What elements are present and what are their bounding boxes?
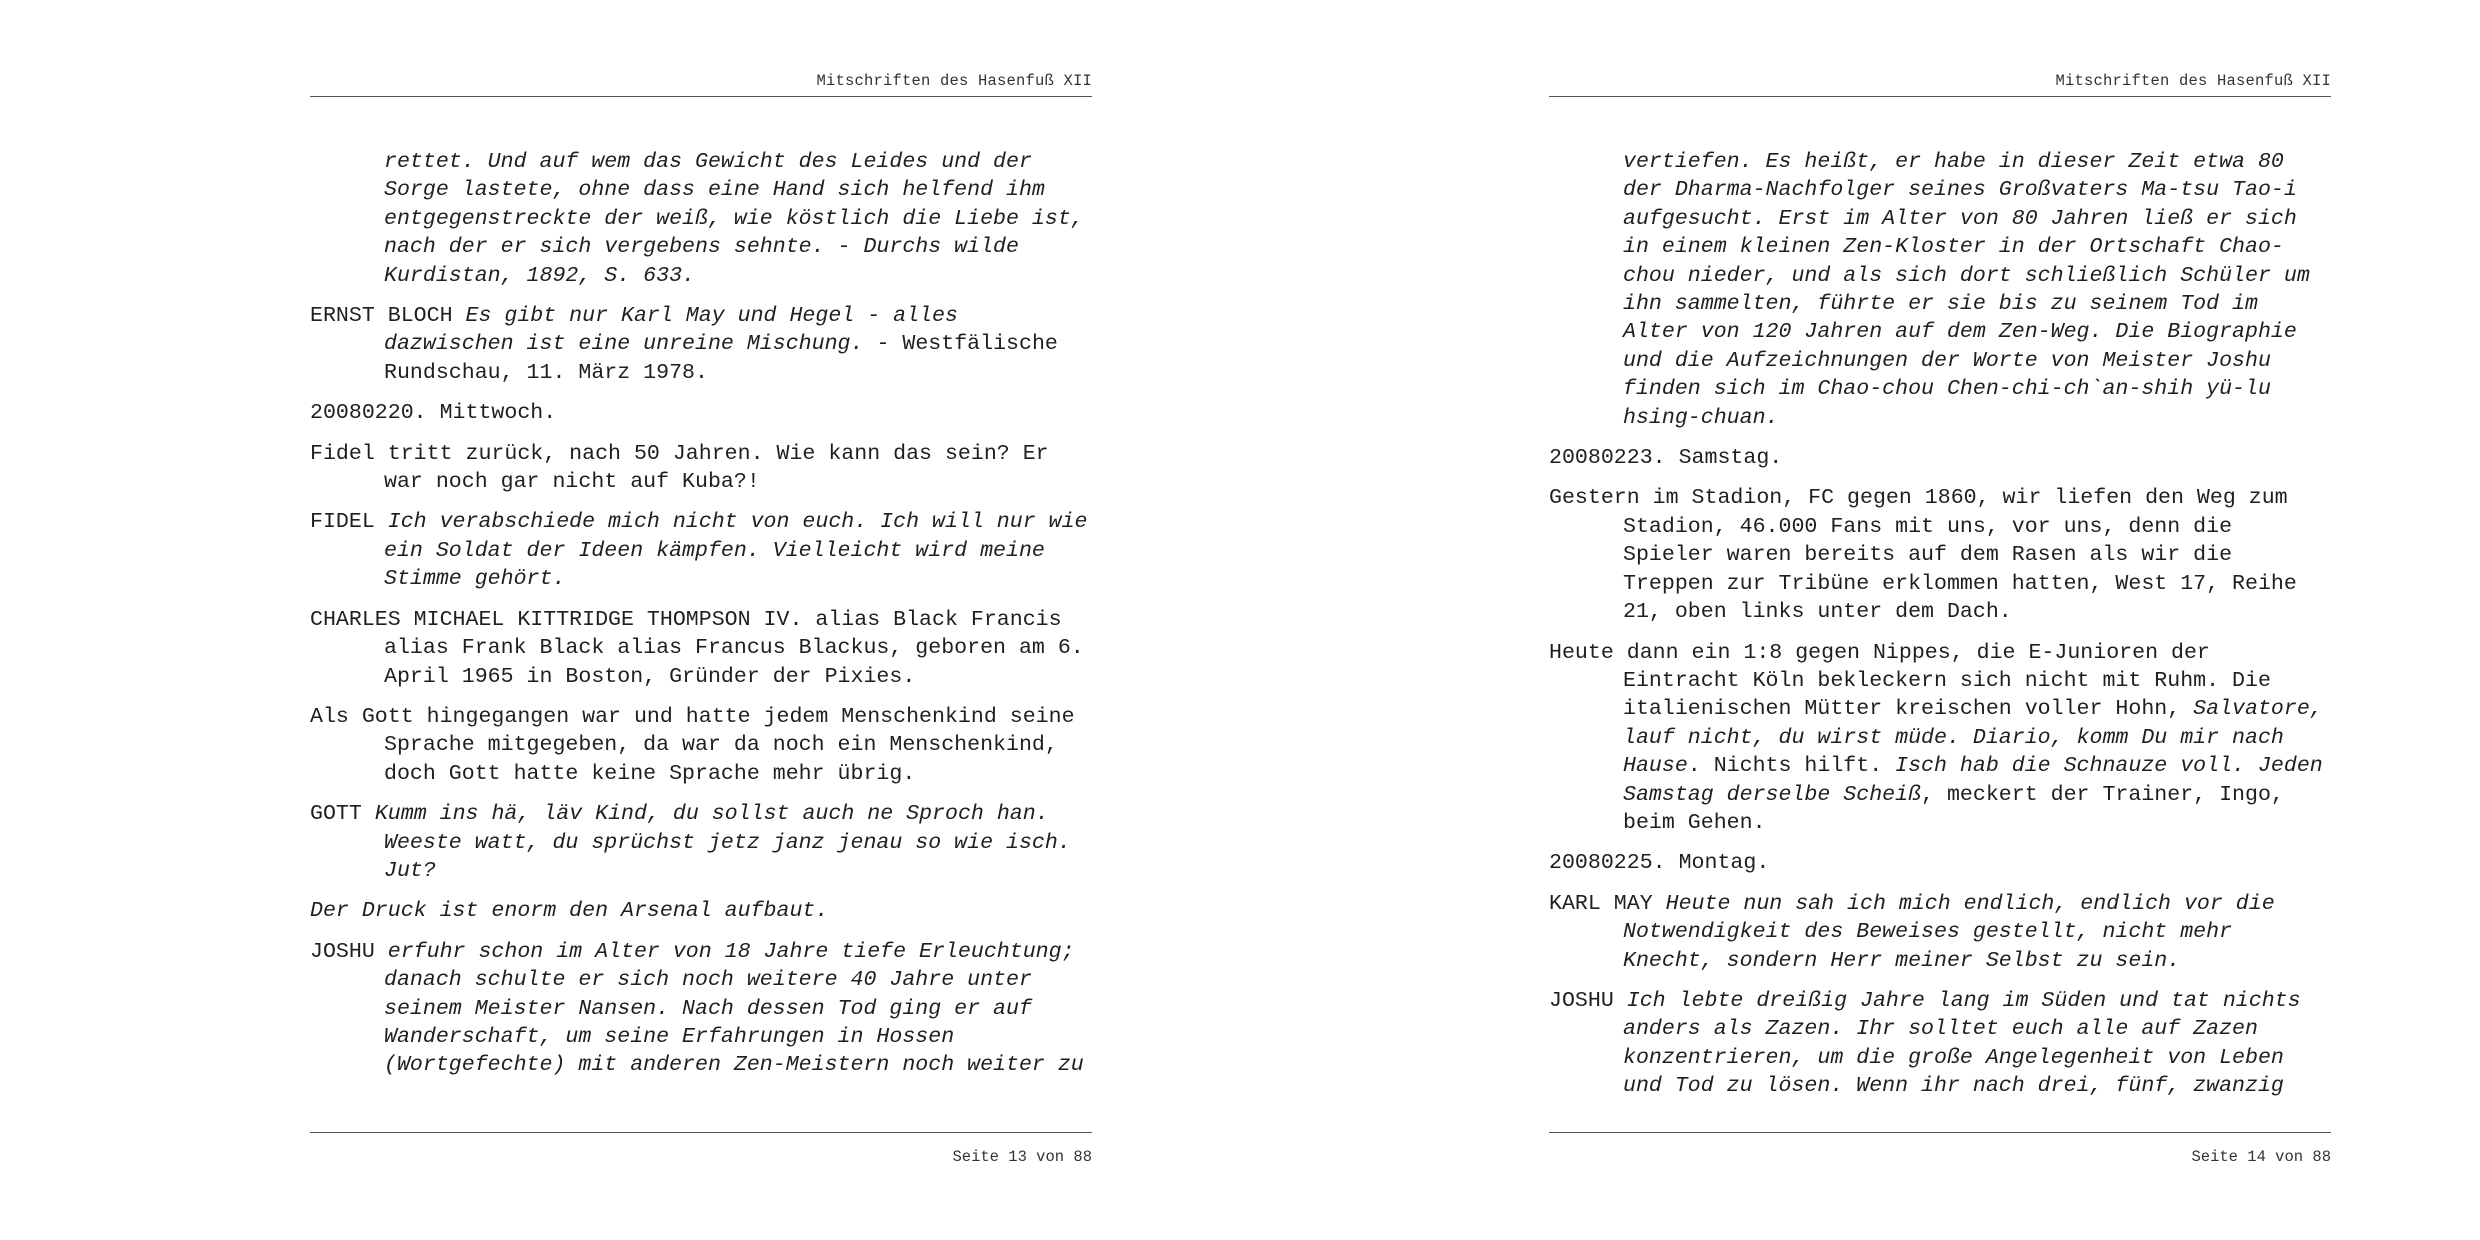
header-rule bbox=[310, 96, 1092, 97]
left-page bbox=[310, 0, 1092, 1240]
paragraph: Als Gott hingegangen war und hatte jedem Menschenkind seine Sprache mitgegeben, da war da noch ein Menschenkind, doch Gott hatte keine Sprache mehr übrig. bbox=[310, 704, 1075, 786]
paragraph: Gestern im Stadion, FC gegen 1860, wir liefen den Weg zum Stadion, 46.000 Fans mit uns, vor uns, denn die Spieler waren bereits auf dem Rasen als wir die Treppen zur Tribüne erklommen hatten, West 17, Reihe 21, oben links unter dem Dach. bbox=[1549, 486, 2297, 625]
italic-text: erfuhr schon im Alter von 18 Jahre tiefe Erleuchtung; danach schulte er sich noch weitere 40 Jahre unter seinem Meister Nansen. Nach dessen Tod ging er auf Wanderschaft, um seine Erfahrungen in Hossen (Wortgefechte) mit anderen Zen-Meistern noch weiter zu bbox=[384, 939, 1084, 1078]
page-number: Seite 14 von 88 bbox=[2191, 1148, 2331, 1166]
running-head: Mitschriften des Hasenfuß XII bbox=[2055, 72, 2331, 90]
italic-text: vertiefen. Es heißt, er habe in dieser Zeit etwa 80 der Dharma-Nachfolger seines Großvaters Ma-tsu Tao-i aufgesucht. Erst im Alter von 80 Jahren ließ er sich in einem kleinen Zen-Kloster in der Ortschaft Chao- chou nieder, und als sich dort schließlich Schüler um ihn sammelten, führte er sie bis zu seinem Tod im Alter von 120 Jahren auf dem Zen-Weg. Die Biographie und die Aufzeichnungen der Worte von Meister Joshu finden sich im Chao-chou Chen-chi-ch`an-shih yü-lu hsing-chuan. bbox=[1623, 150, 2310, 430]
speaker-name: GOTT bbox=[310, 802, 362, 827]
paragraph: CHARLES MICHAEL KITTRIDGE THOMPSON IV. alias Black Francis alias Frank Black alias Francus Blackus, geboren am 6. April 1965 in Boston, Gründer der Pixies. bbox=[310, 607, 1084, 689]
italic-text: Es gibt nur Karl May und Hegel - alles dazwischen ist eine unreine Mischung. bbox=[384, 304, 958, 357]
right-page bbox=[1549, 0, 2331, 1240]
italic-text: Isch hab die Schnauze voll. Jeden Samstag derselbe Scheiß bbox=[1623, 754, 2323, 807]
paragraph: Fidel tritt zurück, nach 50 Jahren. Wie kann das sein? Er war noch gar nicht auf Kuba?! bbox=[310, 441, 1049, 495]
italic-text: Salvatore, lauf nicht, du wirst müde. Diario, komm Du mir nach Hause bbox=[1623, 697, 2323, 779]
footer-rule bbox=[310, 1132, 1092, 1133]
speaker-name: JOSHU bbox=[1549, 988, 1614, 1013]
paragraph bbox=[310, 302, 1092, 387]
date-entry: 20080225. Montag. bbox=[1549, 851, 1770, 876]
paragraph bbox=[310, 508, 1092, 593]
paragraph bbox=[1549, 890, 2331, 975]
text-segment: , meckert der Trainer, Ingo, beim Gehen. bbox=[1623, 782, 2284, 835]
page-number: Seite 13 von 88 bbox=[952, 1148, 1092, 1166]
footer-rule bbox=[1549, 1132, 2331, 1133]
italic-text: Kumm ins hä, läv Kind, du sollst auch ne Sproch han. Weeste watt, du sprüchst jetz janz jenau so wie isch. Jut? bbox=[374, 802, 1071, 883]
paragraph bbox=[310, 148, 1092, 290]
italic-text: Ich verabschiede mich nicht von euch. Ich will nur wie ein Soldat der Ideen kämpfen. Vielleicht wird meine Stimme gehört. bbox=[384, 510, 1088, 592]
source-text: - Westfälische Rundschau, 11. März 1978. bbox=[384, 332, 1058, 385]
paragraph bbox=[310, 800, 1092, 885]
paragraph bbox=[1549, 987, 2331, 1101]
text-segment: Heute dann ein 1:8 gegen Nippes, die E-Junioren der Eintracht Köln bekleckern sich nicht mit Ruhm. Die italienischen Mütter kreischen voller Hohn, bbox=[1549, 640, 2271, 722]
paragraph bbox=[310, 938, 1092, 1080]
italic-text: rettet. Und auf wem das Gewicht des Leides und der Sorge lastete, ohne dass eine Hand sich helfend ihm entgegenstreckte der weiß, wie köstlich die Liebe ist, nach der er sich vergebens sehnte. - Durchs wilde Kurdistan, 1892, S. 633. bbox=[384, 150, 1084, 288]
speaker-name: JOSHU bbox=[310, 939, 375, 964]
paragraph: Der Druck ist enorm den Arsenal aufbaut. bbox=[310, 899, 829, 924]
paragraph bbox=[1549, 148, 2331, 432]
paragraph bbox=[1549, 639, 2331, 838]
speaker-name: KARL MAY bbox=[1549, 891, 1653, 916]
text-segment: . Nichts hilft. bbox=[1687, 754, 1896, 779]
italic-text: Ich lebte dreißig Jahre lang im Süden und tat nichts anders als Zazen. Ihr solltet euch alle auf Zazen konzentrieren, um die große Angelegenheit von Leben und Tod zu lösen. Wenn ihr nach drei, fünf, zwanzig bbox=[1623, 988, 2301, 1099]
page-body bbox=[1549, 148, 2331, 1113]
speaker-name: FIDEL bbox=[310, 510, 375, 535]
page-body bbox=[310, 148, 1092, 1092]
speaker-name: ERNST BLOCH bbox=[310, 304, 453, 329]
running-head: Mitschriften des Hasenfuß XII bbox=[816, 72, 1092, 90]
header-rule bbox=[1549, 96, 2331, 97]
italic-text: Heute nun sah ich mich endlich, endlich vor die Notwendigkeit des Beweises gestellt, nicht mehr Knecht, sondern Herr meiner Selbst zu sein. bbox=[1623, 891, 2275, 973]
date-entry: 20080223. Samstag. bbox=[1549, 446, 1783, 471]
date-entry: 20080220. Mittwoch. bbox=[310, 401, 557, 426]
